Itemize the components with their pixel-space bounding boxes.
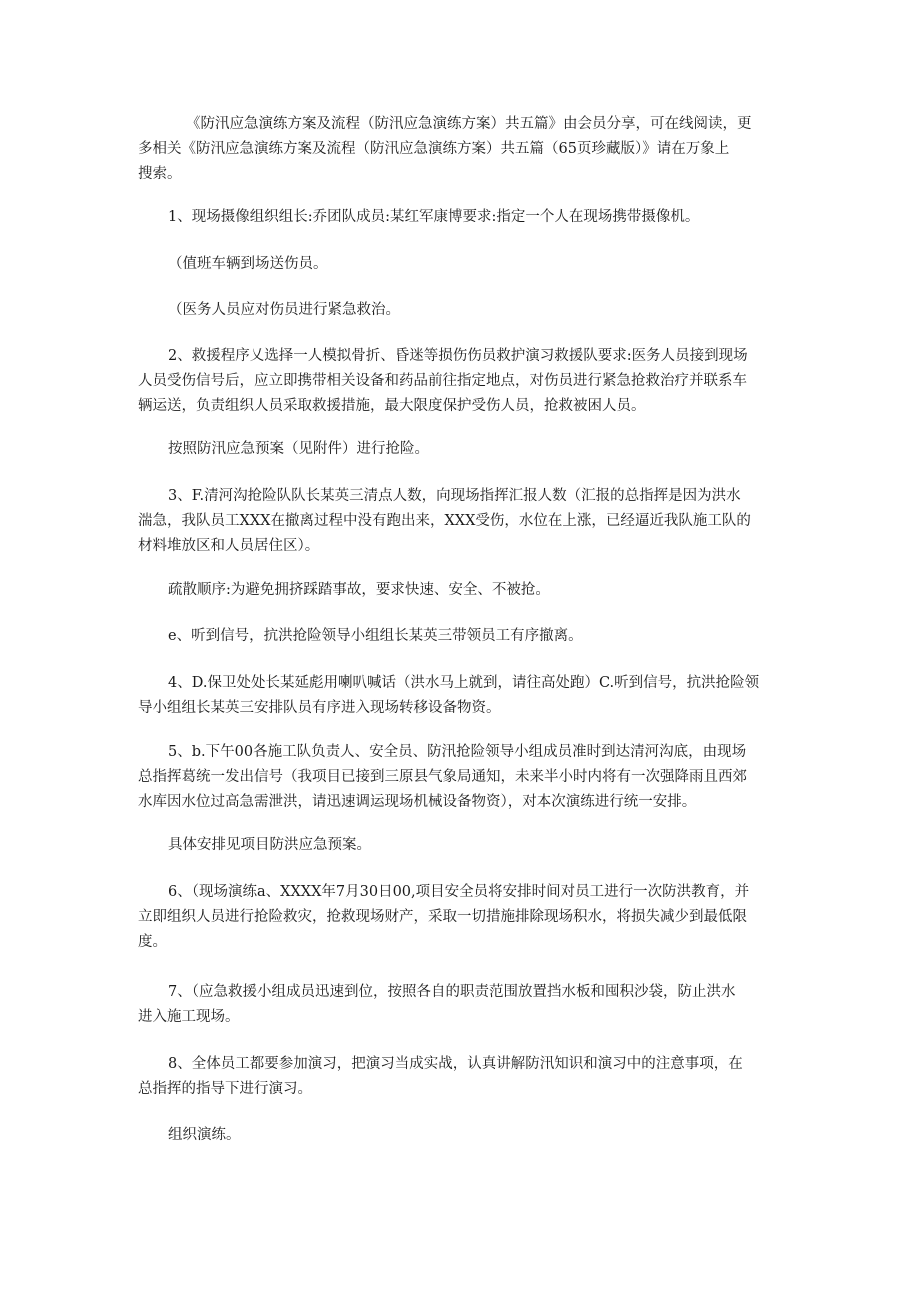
text-line: 度。 xyxy=(138,934,167,950)
text-line: 《防汛应急演练方案及流程（防汛应急演练方案）共五篇》由会员分享，可在线阅读，更 xyxy=(186,116,752,132)
text-line: 2、救援程序乂选择一人模拟骨折、昏迷等损伤伤员救护演习救援队要求:医务人员接到现场 xyxy=(168,348,748,364)
text-line: 搜索。 xyxy=(138,166,182,182)
text-line: 8、全体员工都要参加演习，把演习当成实战，认真讲解防汛知识和演习中的注意事项，在 xyxy=(168,1056,743,1072)
text-line: 导小组组长某英三安排队员有序进入现场转移设备物资。 xyxy=(138,700,501,716)
paragraph-15 xyxy=(138,1123,788,1148)
text-line: 按照防汛应急预案（见附件）进行抢险。 xyxy=(168,441,429,457)
paragraph-8 xyxy=(138,624,788,649)
text-line: （值班车辆到场送伤员。 xyxy=(168,256,328,272)
text-line: 1、现场摄像组织组长:乔团队成员:某红军康博要求:指定一个人在现场携带摄像机。 xyxy=(168,209,700,225)
text-line: 组织演练。 xyxy=(168,1127,241,1143)
paragraph-5 xyxy=(138,437,788,462)
paragraph-13 xyxy=(138,980,788,1030)
text-line: 7、（应急救援小组成员迅速到位，按照各自的职责范围放置挡水板和囤积沙袋，防止洪水 xyxy=(168,984,736,1000)
text-line: 疏散顺序:为避免拥挤踩踏事故，要求快速、安全、不被抢。 xyxy=(168,582,550,598)
text-line: 辆运送，负责组织人员采取救援措施，最大限度保护受伤人员，抢救被困人员。 xyxy=(138,398,646,414)
text-line: 人员受伤信号后，应立即携带相关设备和药品前往指定地点，对伤员进行紧急抢救治疗并联系车 xyxy=(138,373,747,389)
text-line: 3、F.清河沟抢险队队长某英三清点人数，向现场指挥汇报人数（汇报的总指挥是因为洪水 xyxy=(168,488,741,504)
paragraph-11 xyxy=(138,833,788,858)
text-line: 进入施工现场。 xyxy=(138,1009,240,1025)
text-line: 总指挥葛统一发出信号（我项目已接到三原县气象局通知，未来半小时内将有一次强降雨且西郊 xyxy=(138,769,747,785)
text-line: e、听到信号，抗洪抢险领导小组组长某英三带领员工有序撤离。 xyxy=(168,628,583,644)
text-line: 具体安排见项目防洪应急预案。 xyxy=(168,837,371,853)
text-line: 材料堆放区和人员居住区）。 xyxy=(138,538,320,554)
text-line: 多相关《防汛应急演练方案及流程（防汛应急演练方案）共五篇（65页珍藏版）》请在万象上 xyxy=(138,141,730,157)
paragraph-14 xyxy=(138,1052,788,1102)
paragraph-9 xyxy=(138,671,788,721)
paragraph-10 xyxy=(138,740,788,815)
text-line: 总指挥的指导下进行演习。 xyxy=(138,1081,312,1097)
text-line: 4、D.保卫处处长某延彪用喇叭喊话（洪水马上就到，请往高处跑）C.听到信号，抗洪抢险领 xyxy=(168,675,760,691)
paragraph-4 xyxy=(138,344,788,419)
paragraph-6 xyxy=(138,484,788,559)
paragraph-2 xyxy=(138,252,788,277)
text-line: （医务人员应对伤员进行紧急救治。 xyxy=(168,302,400,318)
intro-paragraph xyxy=(138,112,788,187)
paragraph-7 xyxy=(138,578,788,603)
text-line: 湍急，我队员工XXX在撤离过程中没有跑出来，XXX受伤，水位在上涨，已经逼近我队施工队的 xyxy=(138,513,751,529)
paragraph-1 xyxy=(138,205,788,230)
text-line: 水库因水位过高急需泄洪，请迅速调运现场机械设备物资），对本次演练进行统一安排。 xyxy=(138,794,697,810)
text-line: 立即组织人员进行抢险救灾，抢救现场财产，采取一切措施排除现场积水，将损失减少到最低限 xyxy=(138,909,747,925)
text-line: 5、b.下午00各施工队负责人、安全员、防汛抢险领导小组成员准时到达清河沟底，由现场 xyxy=(168,744,747,760)
paragraph-3 xyxy=(138,298,788,323)
paragraph-12 xyxy=(138,880,788,955)
text-line: 6、（现场演练a、XXXX年7月30日00,项目安全员将安排时间对员工进行一次防洪教育，并 xyxy=(168,884,750,900)
